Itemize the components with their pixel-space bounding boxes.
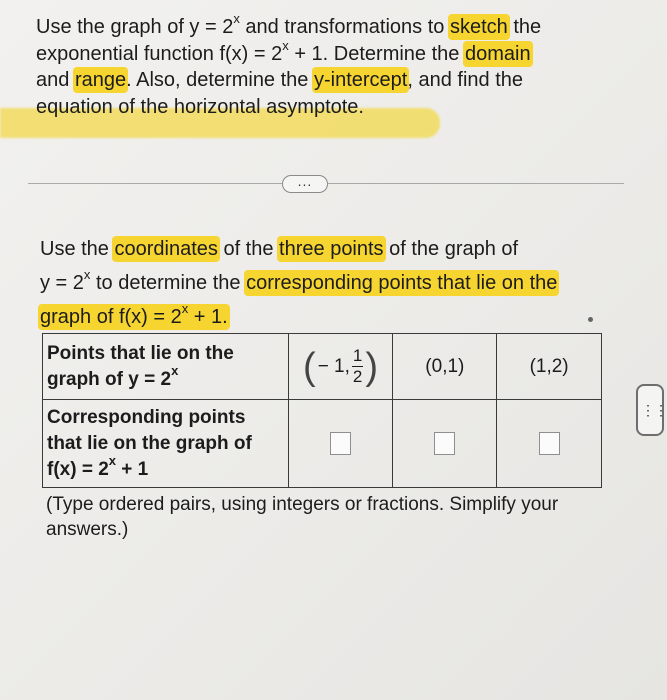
highlighted-word: coordinates (114, 238, 218, 260)
point-x: − 1, (317, 355, 350, 377)
answer-input-1[interactable] (330, 432, 351, 455)
text: . Also, determine the (126, 69, 314, 91)
text: to determine the (90, 272, 247, 294)
fraction (352, 346, 363, 387)
highlighted-word: corresponding points that lie on the (246, 272, 558, 294)
text: exponential function f(x) = 2 (36, 42, 283, 65)
row-label-line (47, 363, 284, 393)
text: the (507, 16, 542, 38)
exponent: x (282, 37, 289, 53)
exponent: x (171, 363, 179, 379)
point-fraction (303, 346, 378, 387)
row-header-corresponding (43, 400, 289, 488)
text: and transformations to (239, 16, 450, 38)
text: Use the graph of y = 2 (36, 16, 234, 38)
problem-line-3 (36, 67, 606, 94)
fraction-denominator: 2 (352, 367, 363, 386)
problem-line-1 (36, 11, 606, 41)
instructions (40, 232, 625, 334)
text: y = 2 (40, 272, 84, 294)
text: + 1 (116, 458, 149, 480)
point-cell: (0,1) (393, 334, 497, 400)
instructions-line-3 (40, 300, 625, 334)
text: + 1. (188, 306, 228, 328)
exponent: x (108, 453, 117, 469)
problem-line-4: equation of the horizontal asymptote. (36, 95, 364, 118)
exponent: x (233, 11, 240, 27)
expand-ellipsis-button[interactable]: ... (282, 175, 328, 193)
text: graph of y = 2 (47, 368, 172, 390)
right-paren: ) (365, 345, 379, 388)
answer-cell (393, 400, 497, 488)
instructions-line-2 (40, 266, 625, 300)
text: and (36, 69, 75, 91)
row-label-line (47, 453, 284, 483)
exponent: x (83, 267, 91, 283)
row-header-points (43, 334, 289, 400)
text: f(x) = 2 (47, 458, 109, 480)
highlighted-word: range (74, 69, 127, 91)
highlighted-word: sketch (449, 16, 508, 38)
text: Use the (40, 238, 115, 260)
highlighted-word: three points (279, 238, 384, 260)
answer-input-3[interactable] (539, 432, 560, 455)
answer-hint: (Type ordered pairs, using integers or fractions. Simplify your answers.) (46, 494, 559, 540)
point-cell (288, 334, 393, 400)
point-cell: (1,2) (497, 334, 602, 400)
row-label-line: Points that lie on the (47, 342, 234, 364)
problem-line-2 (36, 37, 606, 68)
highlighted-word: y-intercept (313, 69, 408, 91)
instructions-line-1 (40, 232, 625, 266)
exponent: x (181, 301, 189, 317)
row-label-line: Corresponding points (47, 406, 246, 428)
text: of the (217, 238, 280, 260)
left-paren: ( (303, 345, 316, 388)
text: + 1. Determine the (288, 42, 465, 65)
side-menu-tab[interactable]: ⋮⋮ (636, 384, 664, 436)
answer-cell (497, 400, 602, 488)
fraction-numerator: 1 (352, 346, 363, 365)
highlighted-word: domain (464, 42, 531, 65)
answer-input-2[interactable] (434, 432, 455, 455)
problem-statement (36, 11, 606, 120)
text: of the graph of (383, 238, 519, 260)
row-label-line: that lie on the graph of (47, 432, 252, 454)
answer-cell (288, 400, 393, 488)
table-row (43, 334, 602, 400)
text: graph of f(x) = 2 (40, 306, 182, 328)
stray-dot (588, 317, 593, 322)
table-row (43, 400, 602, 488)
points-table (42, 333, 602, 488)
text: , and find the (407, 69, 524, 91)
